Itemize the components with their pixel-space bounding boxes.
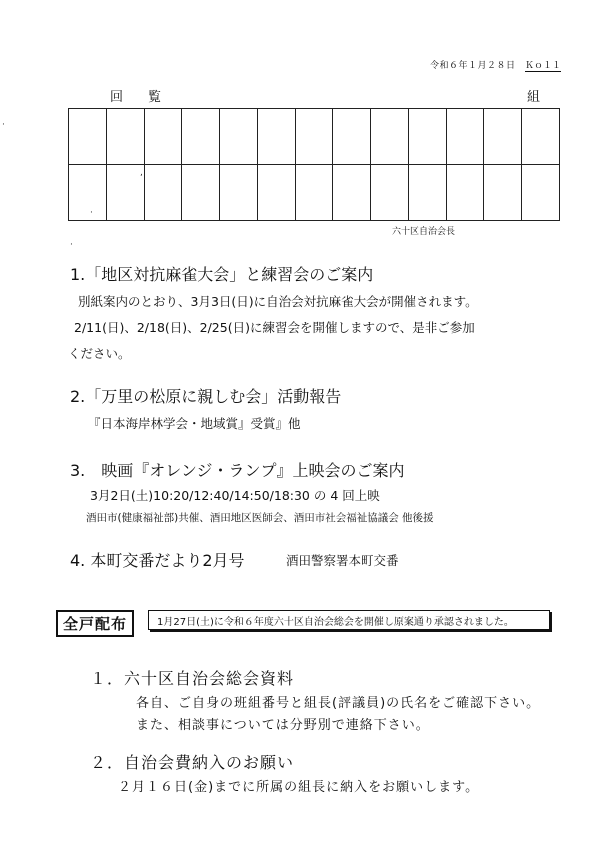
distribution-notice: 1月27日(土)に令和６年度六十区自治会総会を開催し原案通り承認されました。 [148,610,550,630]
stamp-cell [408,109,446,165]
item-4-note: 酒田警察署本町交番 [286,553,399,568]
stamp-cell [220,165,258,221]
stamp-cell [371,165,409,221]
stamp-cell [484,165,522,221]
distribution-item-2-title: ２．自治会費納入のお願い [90,753,295,772]
grid-row-top [69,109,560,165]
stamp-cell [182,165,220,221]
stamp-cell [220,109,258,165]
distribution-item-1-title: １．六十区自治会総会資料 [90,669,295,688]
stamp-cell [69,165,107,221]
item-1-title: 1.「地区対抗麻雀大会」と練習会のご案内 [70,265,374,284]
item-2-line: 『日本海岸林学会・地域賞』受賞』他 [88,416,301,431]
stamp-cell [69,109,107,165]
item-2-title: 2.「万里の松原に親しむ会」活動報告 [70,387,342,406]
item-1-line: ください。 [68,346,131,361]
stamp-cell [408,165,446,221]
document-date: 令和６年１月２８日 [430,61,516,71]
distribution-item-1-line: また、相談事については分野別で連絡下さい。 [136,718,430,733]
stamp-cell [295,165,333,221]
distribution-badge: 全戸配布 [56,610,134,637]
stamp-cell [106,165,144,221]
distribution-item-2-line: ２月１６日(金)までに所属の組長に納入をお願いします。 [118,780,480,795]
item-1-line: 別紙案内のとおり、3月3日(日)に自治会対抗麻雀大会が開催されます。 [78,294,478,309]
group-label: 組 [527,90,541,105]
stamp-cell [144,165,182,221]
scan-mark: · [2,120,5,130]
stamp-cell [333,109,371,165]
stamp-cell [333,165,371,221]
stamp-cell [295,109,333,165]
stamp-cell [257,109,295,165]
stamp-cell [522,109,560,165]
stamp-cell [106,109,144,165]
stamp-cell [182,109,220,165]
scan-mark: · [70,240,73,250]
stamp-cell [484,109,522,165]
scan-mark: , [140,168,143,178]
stamp-cell [446,109,484,165]
stamp-cell [522,165,560,221]
item-1-line: 2/11(日)、2/18(日)、2/25(日)に練習会を開催しますので、是非ご参加 [74,320,475,335]
circulation-label: 回 覧 [110,90,168,105]
stamp-cell [446,165,484,221]
item-3-line: 酒田市(健康福祉部)共催、酒田地区医師会、酒田市社会福祉協議会 他後援 [86,512,434,524]
stamp-cell [144,109,182,165]
circulation-stamp-grid [68,108,560,221]
scan-mark: · [90,208,93,218]
document-number: Ｋｏ１１ [525,58,561,72]
item-4-title: 4. 本町交番だより2月号 [70,551,245,570]
stamp-cell [371,109,409,165]
distribution-item-1-line: 各自、ご自身の班組番号と組長(評議員)の氏名をご確認下さい。 [136,696,541,711]
stamp-cell [257,165,295,221]
sender-name: 六十区自治会長 [392,227,456,237]
item-3-line: 3月2日(土)10:20/12:40/14:50/18:30 の 4 回上映 [90,488,380,503]
item-3-title: 3. 映画『オレンジ・ランプ』上映会のご案内 [70,461,405,480]
